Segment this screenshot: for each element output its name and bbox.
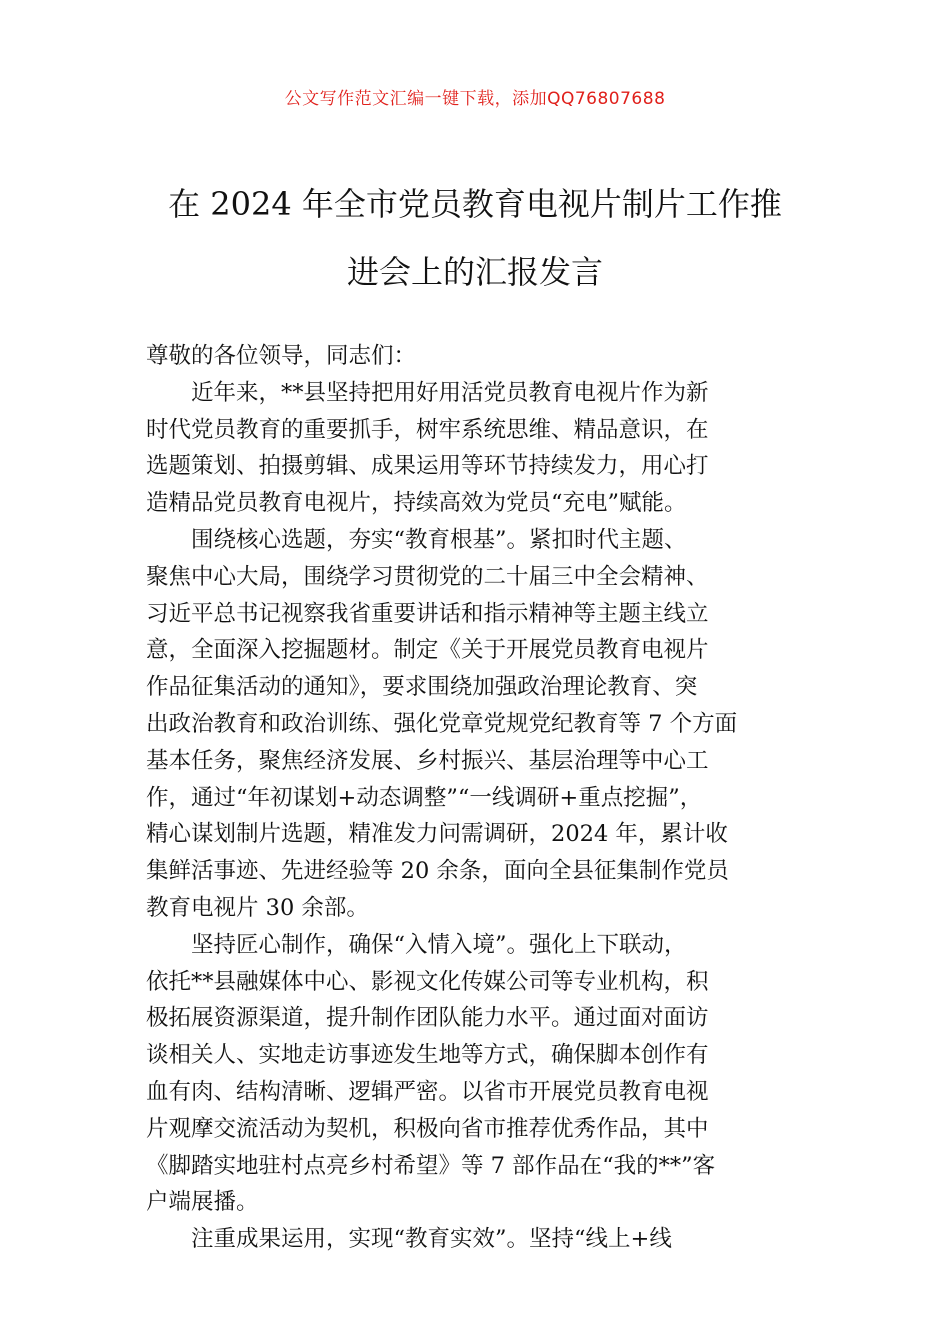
paragraph-line: 血有肉、结构清晰、逻辑严密。以省市开展党员教育电视: [146, 1078, 709, 1105]
paragraph-line: 教育电视片 30 余部。: [146, 894, 369, 921]
paragraph-line: 户端展播。: [146, 1189, 259, 1216]
paragraph-line: 围绕核心选题，夯实“教育根基”。紧扣时代主题、: [191, 526, 687, 553]
paragraph-line: 片观摩交流活动为契机，积极向省市推荐优秀作品，其中: [146, 1115, 709, 1142]
paragraph-line: 作，通过“年初谋划+动态调整”“一线调研+重点挖掘”，: [146, 784, 703, 811]
paragraph-line: 出政治教育和政治训练、强化党章党规党纪教育等 7 个方面: [146, 710, 738, 737]
paragraph-line: 《脚踏实地驻村点亮乡村希望》等 7 部作品在“我的**”客: [146, 1152, 716, 1179]
download-banner: 公文写作范文汇编一键下载，添加QQ76807688: [284, 89, 666, 109]
paragraph-line: 聚焦中心大局，围绕学习贯彻党的二十届三中全会精神、: [146, 563, 709, 590]
paragraph-line: 集鲜活事迹、先进经验等 20 余条，面向全县征集制作党员: [146, 858, 729, 885]
paragraph-line: 极拓展资源渠道，提升制作团队能力水平。通过面对面访: [146, 1005, 709, 1032]
document-body: [146, 338, 810, 1258]
document-title: [120, 170, 830, 306]
salutation: 尊敬的各位领导，同志们：: [146, 343, 417, 369]
paragraph-line: 意，全面深入挖掘题材。制定《关于开展党员教育电视片: [146, 637, 709, 664]
paragraph-line: 造精品党员教育电视片，持续高效为党员“充电”赋能。: [146, 490, 687, 517]
paragraph-line: 依托**县融媒体中心、影视文化传媒公司等专业机构，积: [146, 968, 709, 995]
paragraph-line: 作品征集活动的通知》，要求围绕加强政治理论教育、突: [146, 674, 698, 701]
paragraph-line: 谈相关人、实地走访事迹发生地等方式，确保脚本创作有: [146, 1042, 709, 1069]
paragraph-line: 坚持匠心制作，确保“入情入境”。强化上下联动，: [191, 931, 687, 958]
paragraph-line: 时代党员教育的重要抓手，树牢系统思维、精品意识，在: [146, 416, 709, 443]
title-line-1: 在 2024 年全市党员教育电视片制片工作推: [168, 185, 782, 223]
title-line-2: 进会上的汇报发言: [346, 253, 603, 291]
paragraph-line: 近年来，**县坚持把用好用活党员教育电视片作为新: [191, 379, 709, 406]
paragraph-line: 基本任务，聚焦经济发展、乡村振兴、基层治理等中心工: [146, 747, 709, 774]
paragraph-line: 精心谋划制片选题，精准发力问需调研，2024 年，累计收: [146, 821, 728, 848]
paragraph-line: 选题策划、拍摄剪辑、成果运用等环节持续发力，用心打: [146, 453, 709, 480]
paragraph-line: 习近平总书记视察我省重要讲话和指示精神等主题主线立: [146, 600, 709, 627]
paragraph-line: 注重成果运用，实现“教育实效”。坚持“线上+线: [191, 1226, 672, 1253]
